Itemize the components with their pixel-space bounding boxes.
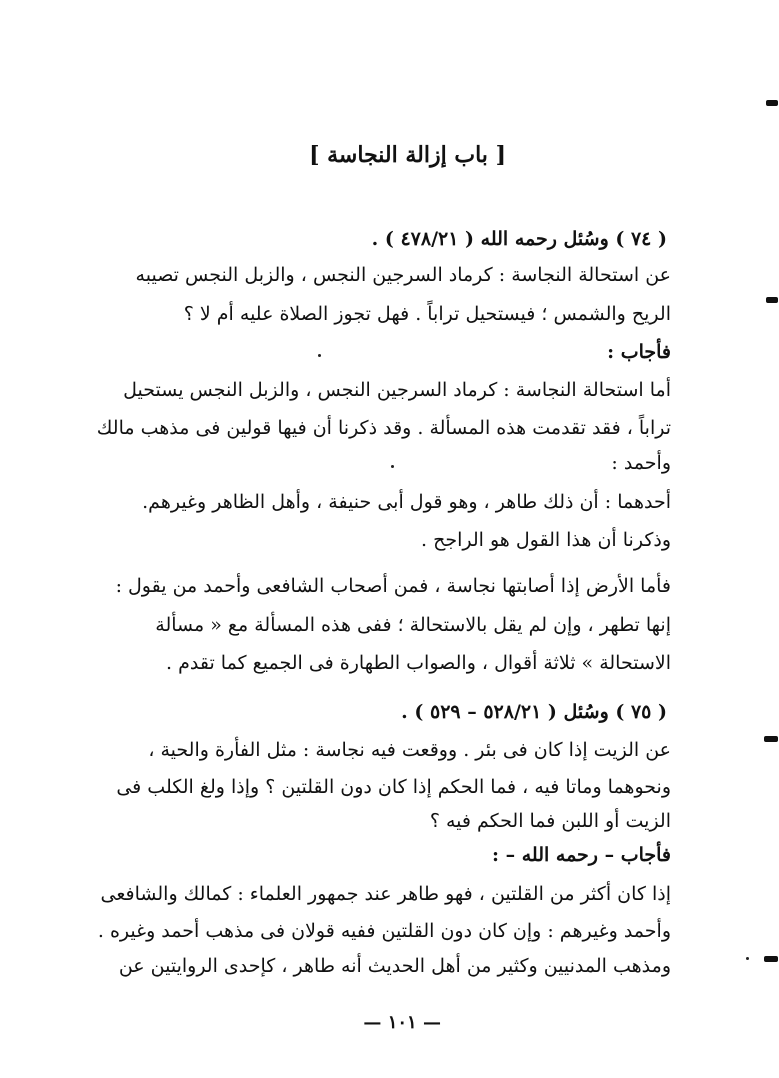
q74-answer-p1-line-3: وأحمد :	[611, 452, 671, 474]
q74-answer-p1-line-1: أما استحالة النجاسة : كرماد السرجين النجس ، والزبل النجس يستحيل	[123, 379, 671, 401]
scan-edge-mark	[766, 297, 778, 303]
q75-question-line-1: عن الزيت إذا كان فى بئر . ووقعت فيه نجاسة : مثل الفأرة والحية ،	[148, 739, 671, 761]
scan-speck	[318, 354, 321, 357]
q75-question-line-2: ونحوهما وماتا فيه ، فما الحكم إذا كان دون القلتين ؟ وإذا ولغ الكلب فى	[116, 776, 671, 798]
scan-edge-mark	[766, 100, 778, 106]
q74-answer-p3-line-2: إنها تطهر ، وإن لم يقل بالاستحالة ؛ ففى هذه المسألة مع « مسألة	[155, 614, 671, 636]
q75-answer-line-1: إذا كان أكثر من القلتين ، فهو طاهر عند جمهور العلماء : كمالك والشافعى	[100, 883, 671, 905]
scan-speck	[391, 465, 394, 468]
q74-answer-p1-line-2: تراباً ، فقد تقدمت هذه المسألة . وقد ذكرنا أن فيها قولين فى مذهب مالك	[96, 417, 671, 439]
q75-heading: ( ٧٥ ) وسُئل ( ٥٢٨/٢١ – ٥٢٩ ) .	[401, 701, 667, 723]
q74-heading: ( ٧٤ ) وسُئل رحمه الله ( ٤٧٨/٢١ ) .	[371, 228, 667, 250]
q74-answer-p3-line-3: الاستحالة » ثلاثة أقوال ، والصواب الطهارة فى الجميع كما تقدم .	[166, 652, 671, 674]
q74-question-line-1: عن استحالة النجاسة : كرماد السرجين النجس ، والزبل النجس تصيبه	[135, 264, 671, 286]
scan-edge-mark	[764, 736, 778, 742]
q74-answer-p2-line-2: وذكرنا أن هذا القول هو الراجح .	[421, 529, 671, 551]
q75-question-line-3: الزيت أو اللبن فما الحكم فيه ؟	[429, 810, 671, 832]
page-number: — ١٠١ —	[363, 1012, 441, 1033]
q75-answer-line-3: ومذهب المدنيين وكثير من أهل الحديث أنه طاهر ، كإحدى الروايتين عن	[118, 955, 671, 977]
q75-answer-label: فأجاب – رحمه الله – :	[491, 844, 671, 866]
chapter-title: [ باب إزالة النجاسة ]	[309, 142, 506, 168]
q74-question-line-2: الريح والشمس ؛ فيستحيل تراباً . فهل تجوز الصلاة عليه أم لا ؟	[183, 303, 671, 325]
q74-answer-p3-line-1: فأما الأرض إذا أصابتها نجاسة ، فمن أصحاب الشافعى وأحمد من يقول :	[115, 575, 671, 597]
q75-answer-line-2: وأحمد وغيرهم : وإن كان دون القلتين ففيه قولان فى مذهب أحمد وغيره .	[97, 920, 671, 942]
q74-answer-p2-line-1: أحدهما : أن ذلك طاهر ، وهو قول أبى حنيفة ، وأهل الظاهر وغيرهم.	[142, 491, 671, 513]
scan-speck	[746, 957, 749, 960]
q74-answer-label: فأجاب :	[607, 341, 671, 363]
scan-edge-mark	[764, 956, 778, 962]
